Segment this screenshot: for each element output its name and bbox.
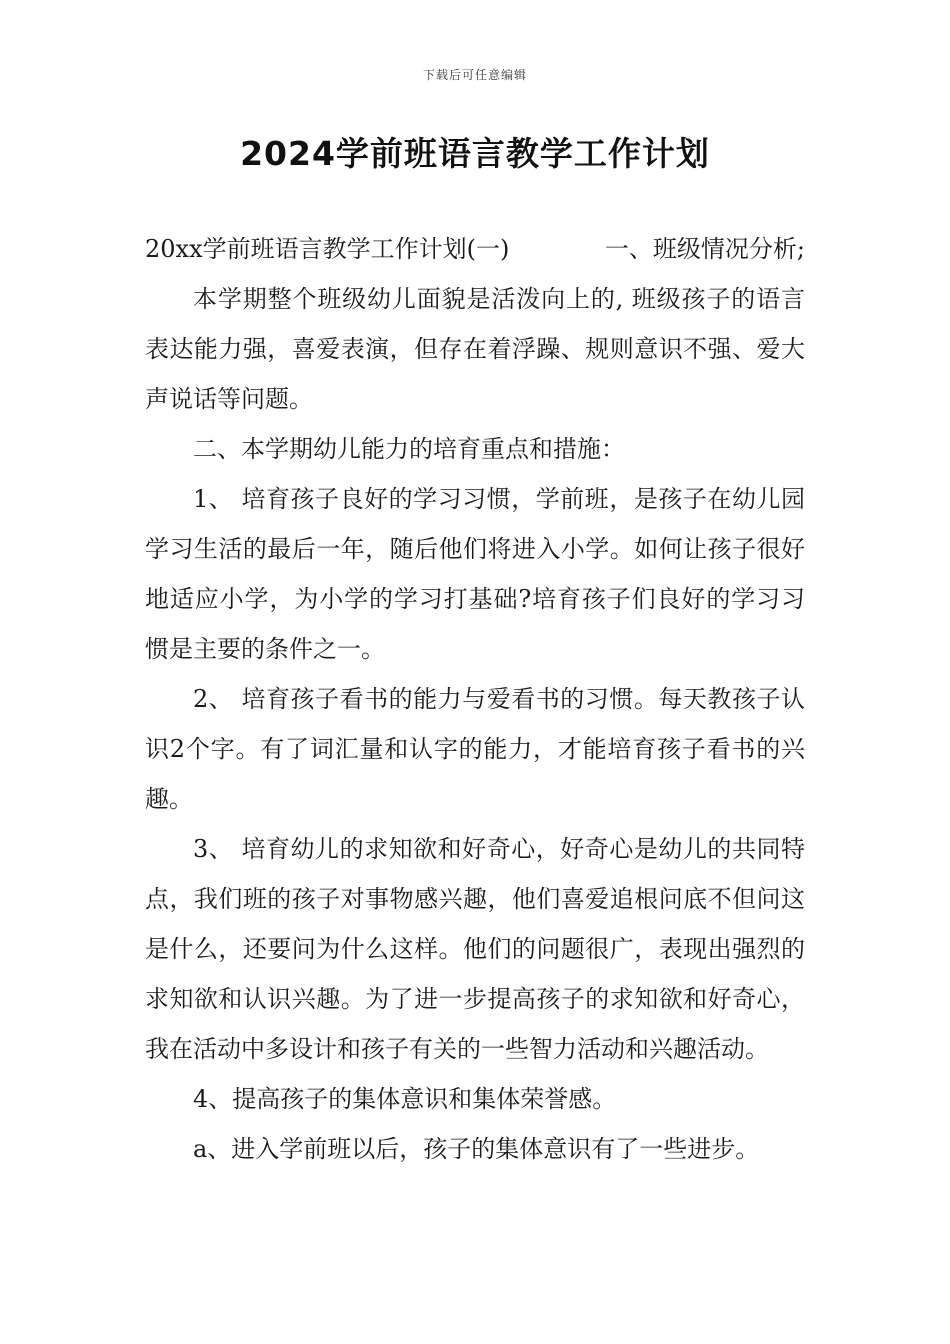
paragraph-section-two-heading: 二、本学期幼儿能力的培育重点和措施： <box>193 435 625 463</box>
subtitle-line <box>145 224 805 274</box>
paragraph-item-1: 1、 培育孩子良好的学习习惯，学前班，是孩子在幼儿园学习生活的最后一年，随后他们将进入小学。如何让孩子很好地适应小学，为小学的学习打基础?培育孩子们良好的学习习惯是主要的条件之一。 <box>145 485 805 663</box>
subtitle-left: 20xx学前班语言教学工作计划(一) <box>145 235 510 263</box>
paragraph-item-3: 3、 培育幼儿的求知欲和好奇心，好奇心是幼儿的共同特点，我们班的孩子对事物感兴趣，他们喜爱追根问底不但问这是什么，还要问为什么这样。他们的问题很广，表现出强烈的求知欲和认识兴趣。为了进一步提高孩子的求知欲和好奇心，我在活动中多设计和孩子有关的一些智力活动和兴趣活动。 <box>145 835 805 1063</box>
document-body <box>145 224 805 1174</box>
paragraph-class-analysis: 本学期整个班级幼儿面貌是活泼向上的, 班级孩子的语言表达能力强，喜爱表演，但存在着浮躁、规则意识不强、爱大声说话等问题。 <box>145 285 805 413</box>
paragraph-item-2: 2、 培育孩子看书的能力与爱看书的习惯。每天教孩子认识2个字。有了词汇量和认字的能力，才能培育孩子看书的兴趣。 <box>145 685 805 813</box>
subtitle-right: 一、班级情况分析; <box>604 235 805 263</box>
paragraph-item-4: 4、提高孩子的集体意识和集体荣誉感。 <box>193 1085 617 1113</box>
header-note: 下载后可任意编辑 <box>422 68 527 82</box>
document-title: 2024学前班语言教学工作计划 <box>240 134 710 173</box>
paragraph-item-4a: a、进入学前班以后，孩子的集体意识有了一些进步。 <box>193 1135 760 1163</box>
